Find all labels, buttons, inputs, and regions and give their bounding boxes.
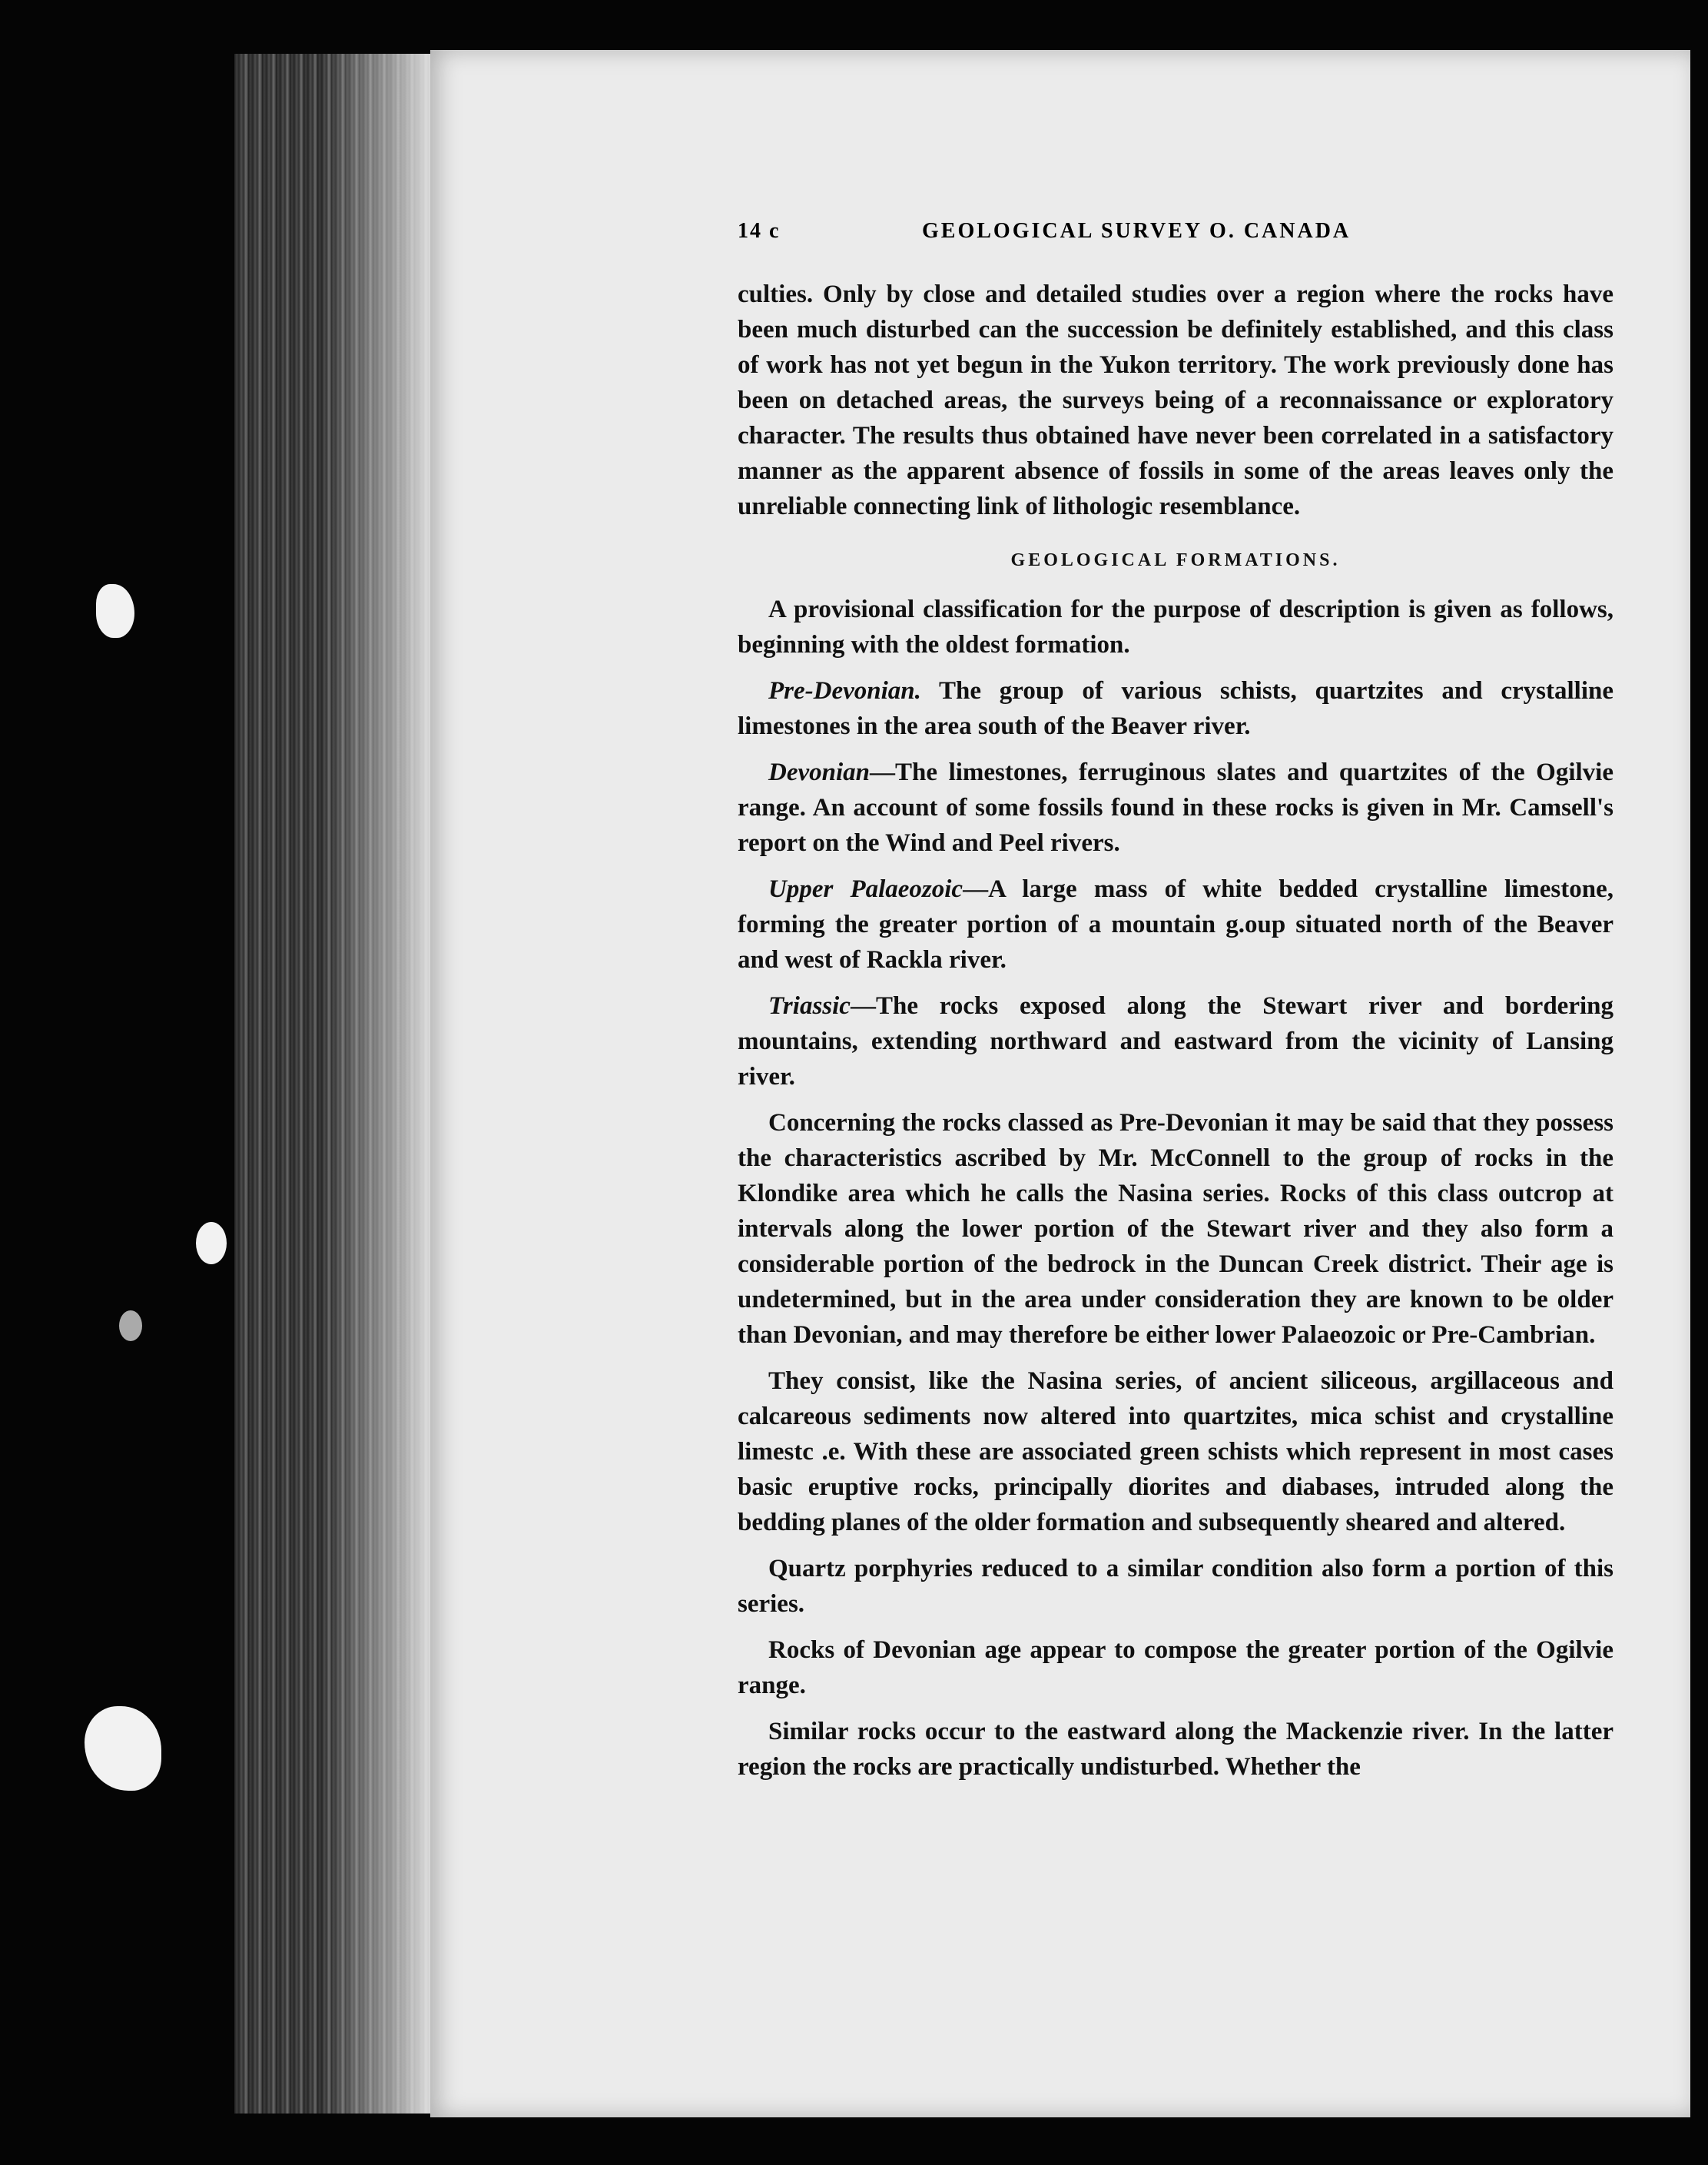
classification-item	[738, 872, 1613, 978]
paragraph: culties. Only by close and detailed studies over a region where the rocks have been much disturbed can the succession be definitely established, and this class of work has not yet begun in the Yukon territory. The work previously done has been on detached areas, the surveys being of a reconnaissance or exploratory character. The results thus obtained have never been correlated in a satisfactory manner as the apparent absence of fossils in some of the areas leaves only the unreliable connecting link of lithologic resemblance.	[738, 281, 1613, 520]
page-number: 14 c	[738, 219, 781, 243]
page-shadow	[323, 54, 438, 2114]
classification-item	[738, 673, 1613, 744]
formation-description: —The rocks exposed along the Stewart river and bordering mountains, extending northward and eastward from the vicinity of Lansing river.	[738, 992, 1613, 1091]
running-head	[738, 219, 1613, 250]
formation-term: Triassic	[768, 992, 851, 1020]
paragraph: Quartz porphyries reduced to a similar condition also form a portion of this series.	[738, 1555, 1613, 1618]
section-heading: GEOLOGICAL FORMATIONS.	[1010, 550, 1341, 570]
body-text	[738, 277, 1613, 1795]
damage-spot	[119, 1310, 142, 1341]
paragraph: A provisional classification for the purpose of description is given as follows, beginning with the oldest formation.	[738, 596, 1613, 659]
damage-spot	[196, 1222, 227, 1264]
classification-item	[738, 988, 1613, 1094]
formation-term: Devonian	[768, 759, 870, 786]
running-title: GEOLOGICAL SURVEY O. CANADA	[922, 219, 1351, 243]
formation-term: Upper Palaeozoic	[768, 875, 963, 903]
paragraph: Concerning the rocks classed as Pre-Devonian it may be said that they possess the characteristics ascribed by Mr. McConnell to the group of rocks in the Klondike area which he calls the Nasina series. Rocks of this class outcrop at intervals along the lower portion of the Stewart river and they also form a considerable portion of the bedrock in the Duncan Creek district. Their age is undetermined, but in the area under consideration they are known to be older than Devonian, and may therefore be either lower Palaeozoic or Pre-Cambrian.	[738, 1109, 1613, 1349]
formation-description: —The limestones, ferruginous slates and quartzites of the Ogilvie range. An account of some fossils found in these rocks is given in Mr. Camsell's report on the Wind and Peel rivers.	[738, 759, 1613, 857]
formation-description: The group of various schists, quartzites and crystalline limestones in the area south of the Beaver river.	[738, 677, 1613, 740]
paragraph: They consist, like the Nasina series, of ancient siliceous, argillaceous and calcareous sediments now altered into quartzites, mica schist and crystalline limestc .e. With these are associated green schists which represent in most cases basic eruptive rocks, principally diorites and diabases, intruded along the bedding planes of the older formation and subsequently sheared and altered.	[738, 1367, 1613, 1536]
paragraph: Similar rocks occur to the eastward along the Mackenzie river. In the latter region the rocks are practically undisturbed. Whether the	[738, 1718, 1613, 1781]
classification-item	[738, 755, 1613, 861]
formation-term: Pre-Devonian.	[768, 677, 921, 705]
formation-description: —A large mass of white bedded crystalline limestone, forming the greater portion of a mountain g.oup situated north of the Beaver and west of Rackla river.	[738, 875, 1613, 974]
paragraph: Rocks of Devonian age appear to compose the greater portion of the Ogilvie range.	[738, 1636, 1613, 1699]
